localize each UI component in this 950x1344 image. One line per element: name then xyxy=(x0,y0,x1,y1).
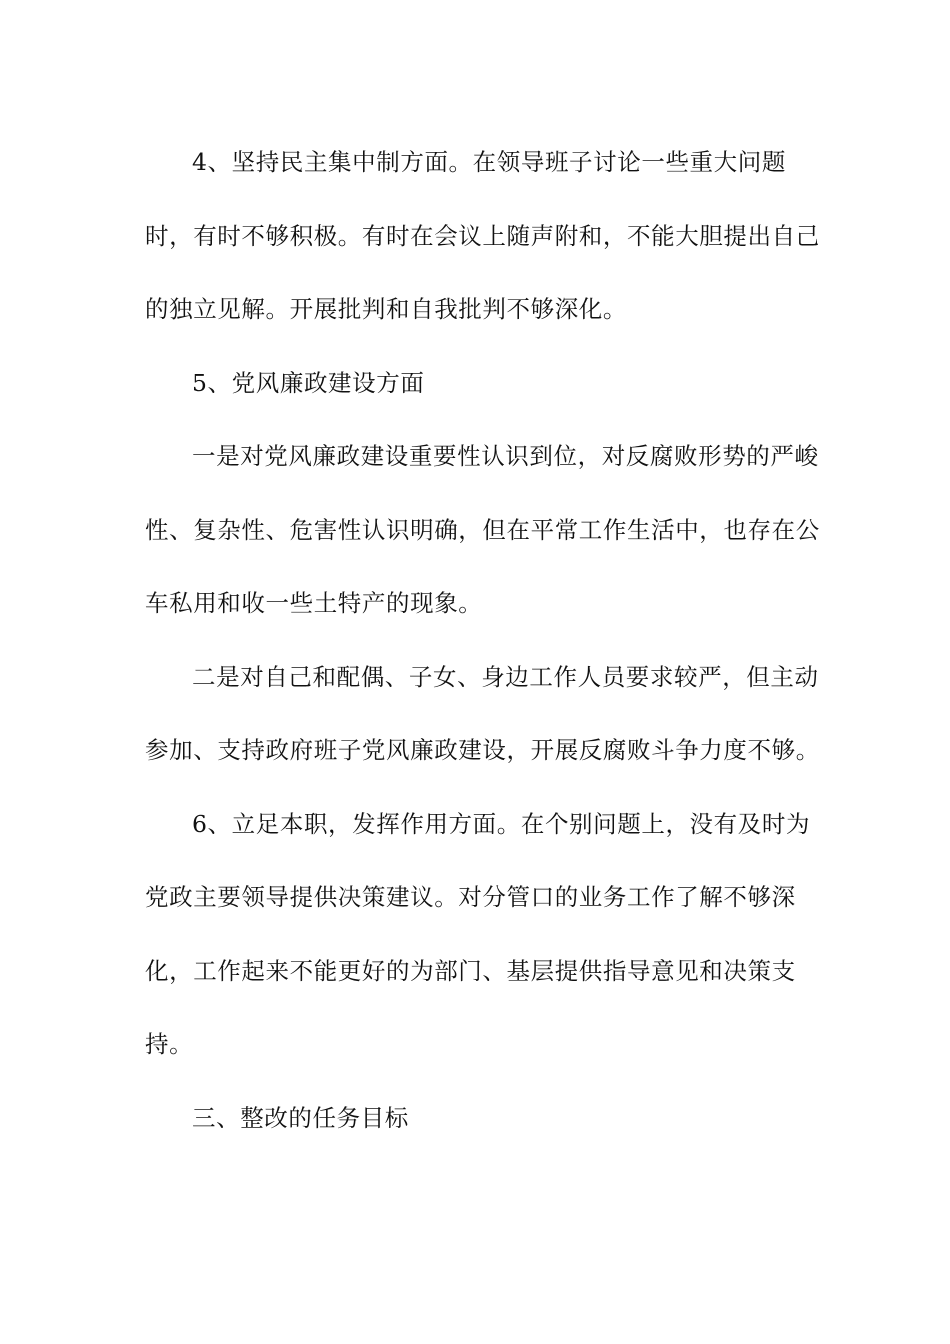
document-body xyxy=(145,126,825,1155)
paragraph-clean-governance-point-one: 一是对党风廉政建设重要性认识到位，对反腐败形势的严峻性、复杂性、危害性认识明确，但在平常工作生活中，也存在公车私用和收一些土特产的现象。 xyxy=(145,442,820,617)
paragraph-clean-governance-point-two: 二是对自己和配偶、子女、身边工作人员要求较严，但主动参加、支持政府班子党风廉政建设，开展反腐败斗争力度不够。 xyxy=(145,662,820,764)
paragraph-job-role: 6、立足本职，发挥作用方面。在个别问题上，没有及时为党政主要领导提供决策建议。对分管口的业务工作了解不够深化，工作起来不能更好的为部门、基层提供指导意见和决策支持。 xyxy=(145,809,811,1058)
section-heading-rectification-goals: 三、整改的任务目标 xyxy=(192,1103,409,1132)
paragraph-democratic-centralism: 4、坚持民主集中制方面。在领导班子讨论一些重大问题时，有时不够积极。有时在会议上随声附和，不能大胆提出自己的独立见解。开展批判和自我批判不够深化。 xyxy=(145,148,820,323)
paragraph-heading-clean-governance: 5、党风廉政建设方面 xyxy=(192,368,425,397)
